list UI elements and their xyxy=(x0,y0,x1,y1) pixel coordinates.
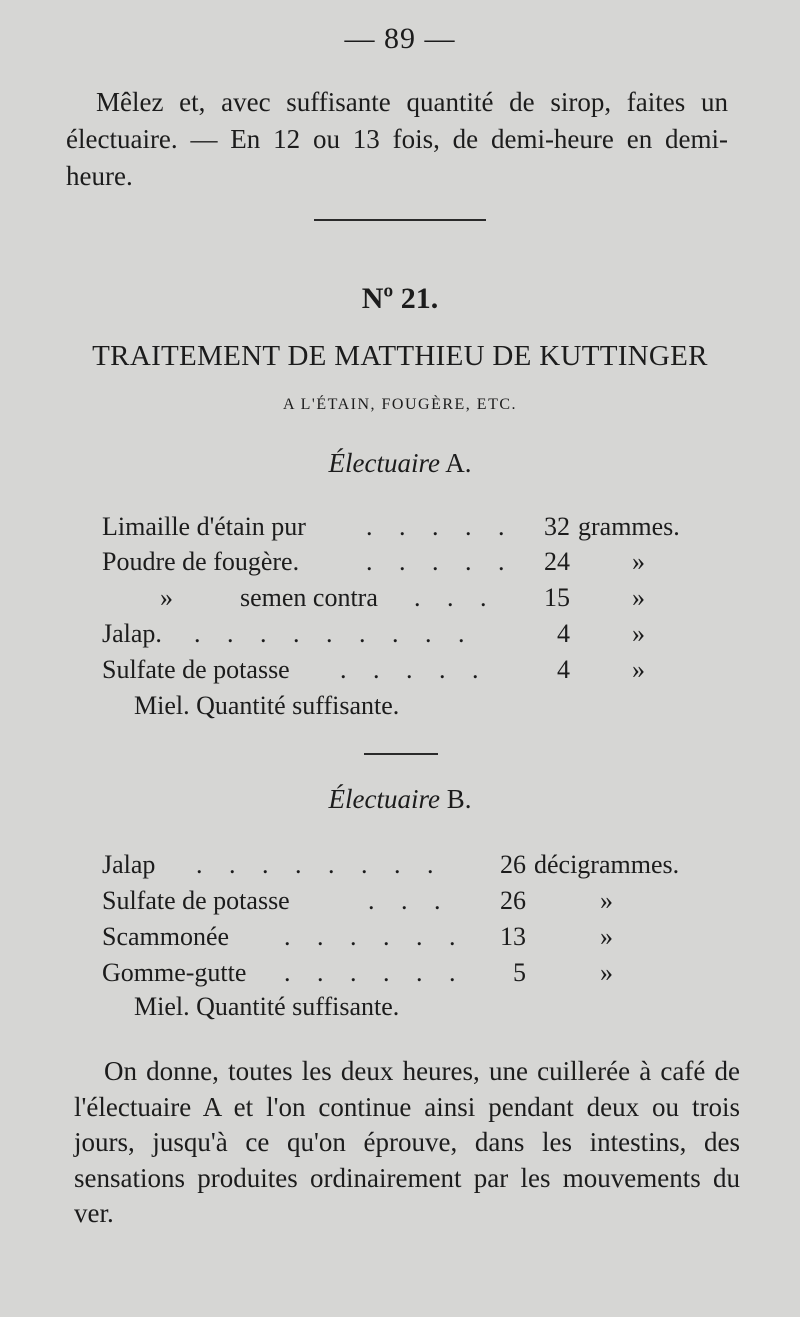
ingredient-quantity: 13 xyxy=(500,922,526,951)
recipe-subtitle: A L'ÉTAIN, FOUGÈRE, ETC. xyxy=(282,396,518,413)
ingredient-row xyxy=(0,850,800,886)
recipe-number: Nº 21. xyxy=(361,282,439,315)
ingredient-quantity: 5 xyxy=(513,958,526,987)
ingredient-row xyxy=(0,547,800,583)
ingredient-row xyxy=(0,583,800,619)
page-number: — 89 — xyxy=(344,22,456,55)
leader-dots: . . . . . xyxy=(340,655,489,684)
leader-dots: . . . xyxy=(368,886,451,915)
ingredient-unit: » xyxy=(600,922,613,951)
section-divider xyxy=(314,219,486,221)
ingredient-unit: décigrammes. xyxy=(534,850,680,879)
ingredient-row xyxy=(0,655,800,691)
electuaire-a-heading-word: Électuaire xyxy=(328,448,440,478)
ingredient-name: Sulfate de potasse xyxy=(102,886,290,915)
ingredient-unit: » xyxy=(632,655,645,684)
ingredient-quantity: 32 xyxy=(544,512,570,541)
recipe-title: TRAITEMENT DE MATTHIEU DE KUTTINGER xyxy=(92,340,708,372)
ingredient-unit: » xyxy=(632,547,645,576)
leader-dots: . . . xyxy=(414,583,497,612)
ingredient-unit: » xyxy=(632,619,645,648)
closing-paragraph: On donne, toutes les deux heures, une cuillerée à café de l'électuaire A et l'on continue ainsi pendant deux ou trois jours, jusqu'à ce qu'on éprouve, dans les intestins, des sensations produites ordinairement par les mouvements du ver. xyxy=(74,1056,740,1228)
ingredient-row xyxy=(0,922,800,958)
electuaire-b-heading-letter: B. xyxy=(446,784,472,814)
leader-dots: . . . . . xyxy=(366,512,515,541)
electuaire-a-heading xyxy=(0,448,800,479)
ingredient-quantity: 24 xyxy=(544,547,570,576)
intro-paragraph: Mêlez et, avec suffisante quantité de sirop, faites un électuaire. — En 12 ou 13 fois, de demi-heure en demi-heure. xyxy=(66,87,728,191)
ingredient-quantity: 26 xyxy=(500,886,526,915)
ingredient-name: Poudre de fougère. xyxy=(102,547,300,576)
ingredient-unit: » xyxy=(632,583,645,612)
leader-dots: . . . . . . xyxy=(284,958,466,987)
ingredient-unit: » xyxy=(600,958,613,987)
leader-dots: . . . . . xyxy=(366,547,515,576)
leader-dots: . . . . . . . . . xyxy=(194,619,475,648)
section-divider xyxy=(364,753,438,755)
ingredient-name: Sulfate de potasse xyxy=(102,655,290,684)
ingredient-row xyxy=(0,512,800,548)
miel-line: Miel. Quantité suffisante. xyxy=(134,992,400,1021)
ditto-mark: » xyxy=(160,583,173,612)
ingredient-row xyxy=(0,958,800,994)
ingredient-unit: » xyxy=(600,886,613,915)
ingredient-name: semen contra xyxy=(240,583,378,612)
miel-line: Miel. Quantité suffisante. xyxy=(134,691,400,720)
ingredient-name: Gomme-gutte xyxy=(102,958,247,987)
ingredient-quantity: 4 xyxy=(557,655,570,684)
ingredient-name: Scammonée xyxy=(102,922,230,951)
leader-dots: . . . . . . xyxy=(284,922,466,951)
ingredient-row xyxy=(0,619,800,655)
ingredient-row xyxy=(0,886,800,922)
electuaire-a-heading-letter: A. xyxy=(445,448,472,478)
electuaire-b-heading-word: Électuaire xyxy=(328,784,440,814)
ingredient-quantity: 15 xyxy=(544,583,570,612)
ingredient-unit: grammes. xyxy=(578,512,680,541)
ingredient-name: Limaille d'étain pur xyxy=(102,512,306,541)
ingredient-quantity: 26 xyxy=(500,850,526,879)
ingredient-name: Jalap. xyxy=(102,619,162,648)
ingredient-quantity: 4 xyxy=(557,619,570,648)
ingredient-name: Jalap xyxy=(102,850,156,879)
leader-dots: . . . . . . . . xyxy=(196,850,444,879)
electuaire-b-heading xyxy=(0,784,800,815)
